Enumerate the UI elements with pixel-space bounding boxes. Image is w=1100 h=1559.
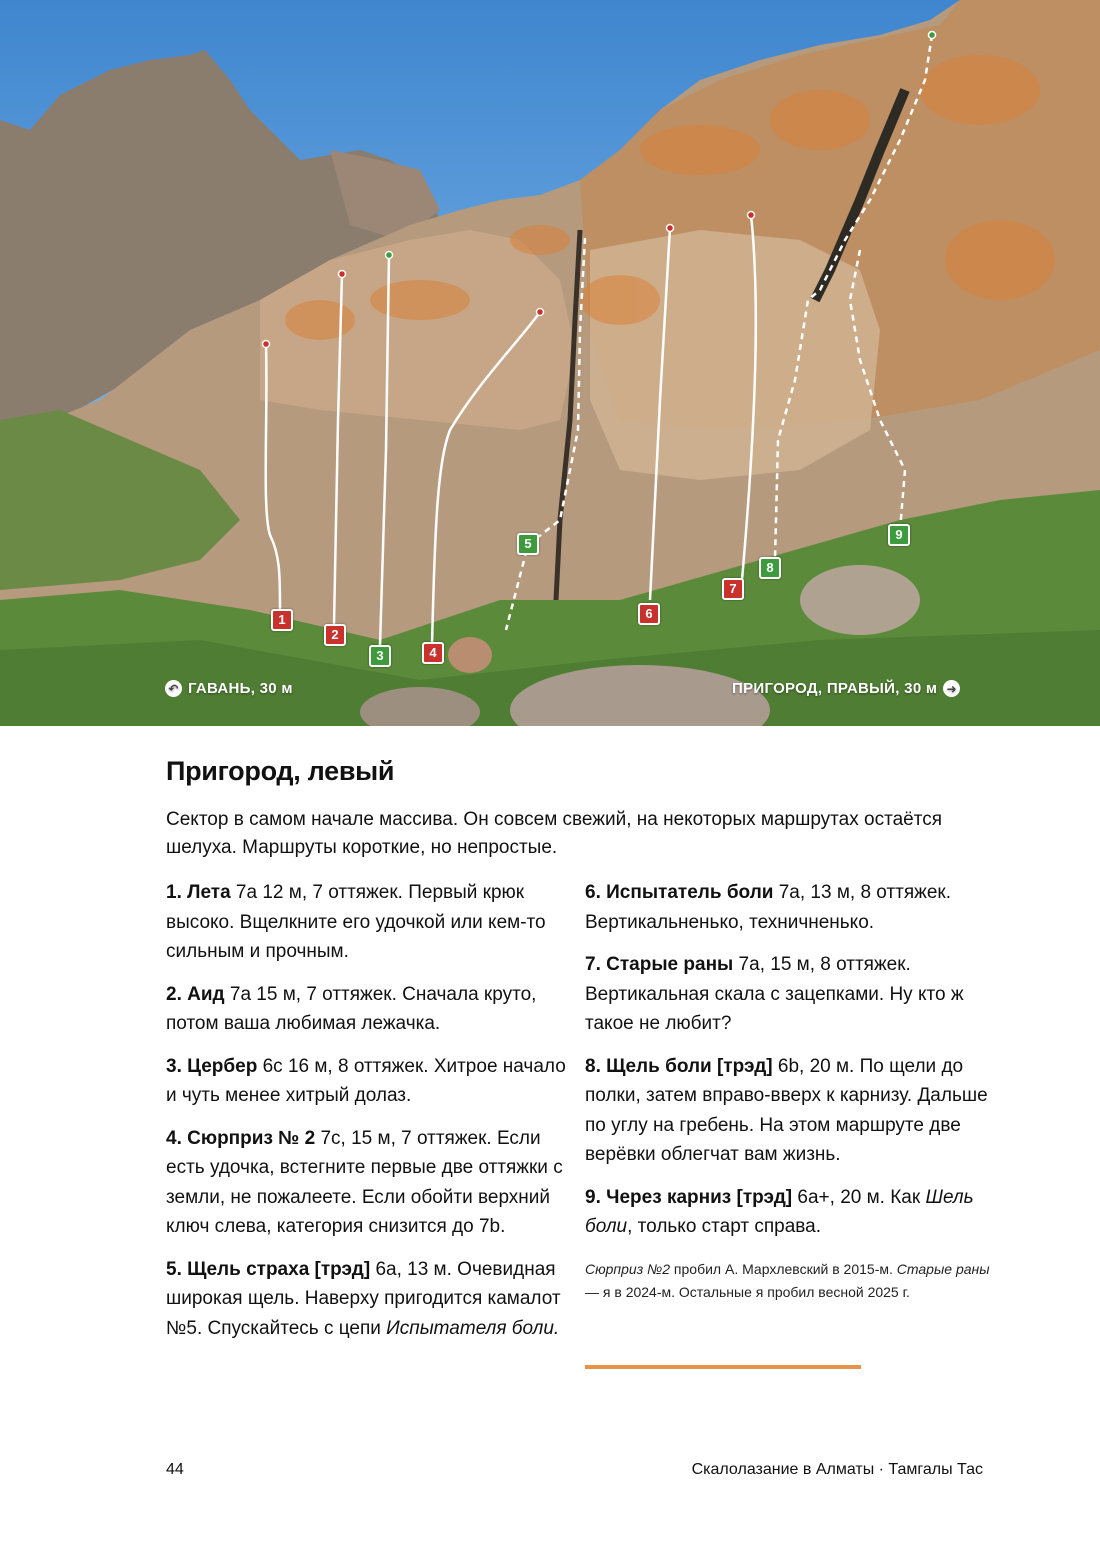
arrow-right-icon: ➜ (943, 680, 960, 697)
route-name: 3. Цербер (166, 1055, 258, 1077)
route-details: 7a 12 м, 7 оттяжек. Первый крюк высоко. Вщелкните его удочкой или кем-то сильным и прочным. (166, 882, 546, 962)
route-details: 7a 15 м, 7 оттяжек. Сначала круто, потом ваша любимая лежачка. (166, 983, 537, 1034)
route-details: 6a, 13 м. Очевидная широкая щель. Наверху пригодится камалот №5. Спускайтесь с цепи (166, 1258, 561, 1339)
note-text: — я в 2024-м. Остальные я пробил весной 2025 г. (585, 1283, 910, 1300)
running-footer-title: Скалолазание в Алматы · Тамгалы Тас (691, 1461, 983, 1478)
route-name: 2. Аид (166, 983, 225, 1005)
route-marker-2: 2 (324, 624, 346, 646)
route-name: 7. Старые раны (585, 954, 734, 975)
accent-divider (585, 1365, 861, 1369)
route-description (585, 950, 995, 1039)
route-details: 7c, 15 м, 7 оттяжек. Если есть удочка, встегните первые две оттяжки с земли, не пожалеете. Если обойти верхний ключ слева, категория снизится до 7b. (166, 1127, 563, 1237)
route-description (166, 1124, 576, 1242)
note-route-ref: Старые раны (896, 1260, 990, 1277)
route-name: 4. Сюрприз № 2 (166, 1127, 316, 1149)
route-details: , только старт справа. (627, 1216, 822, 1237)
route-reference: Шель боли (585, 1186, 974, 1237)
route-marker-6: 6 (638, 603, 660, 625)
route-name: 6. Испытатель боли (585, 882, 774, 903)
route-name: 1. Лета (166, 882, 231, 903)
route-marker-3: 3 (369, 645, 391, 667)
route-description (166, 878, 576, 967)
route-description (166, 1255, 576, 1344)
sector-intro: Сектор в самом начале массива. Он совсем свежий, на некоторых маршрутах остаётся шелуха. Маршруты короткие, но непростые. (166, 809, 942, 858)
route-details: 7a, 13 м, 8 оттяжек. Вертикальненько, техничненько. (585, 882, 952, 933)
bolting-note (585, 1258, 995, 1304)
route-marker-1: 1 (271, 609, 293, 631)
route-description (166, 1052, 576, 1111)
route-name: 9. Через карниз [трэд] (585, 1186, 793, 1208)
crag-photo (0, 0, 1100, 726)
routes-column-left (166, 878, 576, 1356)
route-details: 6c 16 м, 8 оттяжек. Хитрое начало и чуть менее хитрый долаз. (166, 1055, 566, 1106)
page-number: 44 (166, 1461, 184, 1478)
route-details: 7a, 15 м, 8 оттяжек. Вертикальная скала с зацепками. Ну кто ж такое не любит? (585, 954, 964, 1034)
route-reference: Испытателя боли. (386, 1317, 560, 1339)
route-description (585, 1183, 995, 1242)
route-name: 5. Щель страха [трэд] (166, 1258, 371, 1280)
route-marker-9: 9 (888, 524, 910, 546)
rock-wall-illustration (0, 0, 1100, 726)
route-description (585, 878, 995, 937)
route-marker-8: 8 (759, 557, 781, 579)
note-route-ref: Сюрприз №2 (585, 1260, 671, 1277)
sector-title: Пригород, левый (166, 756, 395, 786)
prev-sector-link[interactable] (165, 680, 293, 697)
next-sector-link[interactable] (732, 680, 960, 697)
routes-column-right (585, 878, 995, 1304)
route-details: 6b, 20 м. По щели до полки, затем вправо-вверх к карнизу. Дальше по углу на гребень. На этом маршруте две верёвки облегчат вам жизнь. (585, 1055, 988, 1165)
route-description (585, 1052, 995, 1170)
route-details: 6a+, 20 м. Как (792, 1186, 926, 1208)
route-marker-5: 5 (517, 533, 539, 555)
note-text: пробил А. Мархлевский в 2015-м. (670, 1260, 897, 1277)
route-description (166, 980, 576, 1039)
route-marker-4: 4 (422, 642, 444, 664)
prev-sector-label: ГАВАНЬ, 30 м (188, 680, 293, 697)
next-sector-label: ПРИГОРОД, ПРАВЫЙ, 30 м (732, 680, 938, 697)
arrow-back-icon: ↶ (165, 680, 182, 697)
route-name: 8. Щель боли [трэд] (585, 1055, 773, 1077)
route-marker-7: 7 (722, 578, 744, 600)
